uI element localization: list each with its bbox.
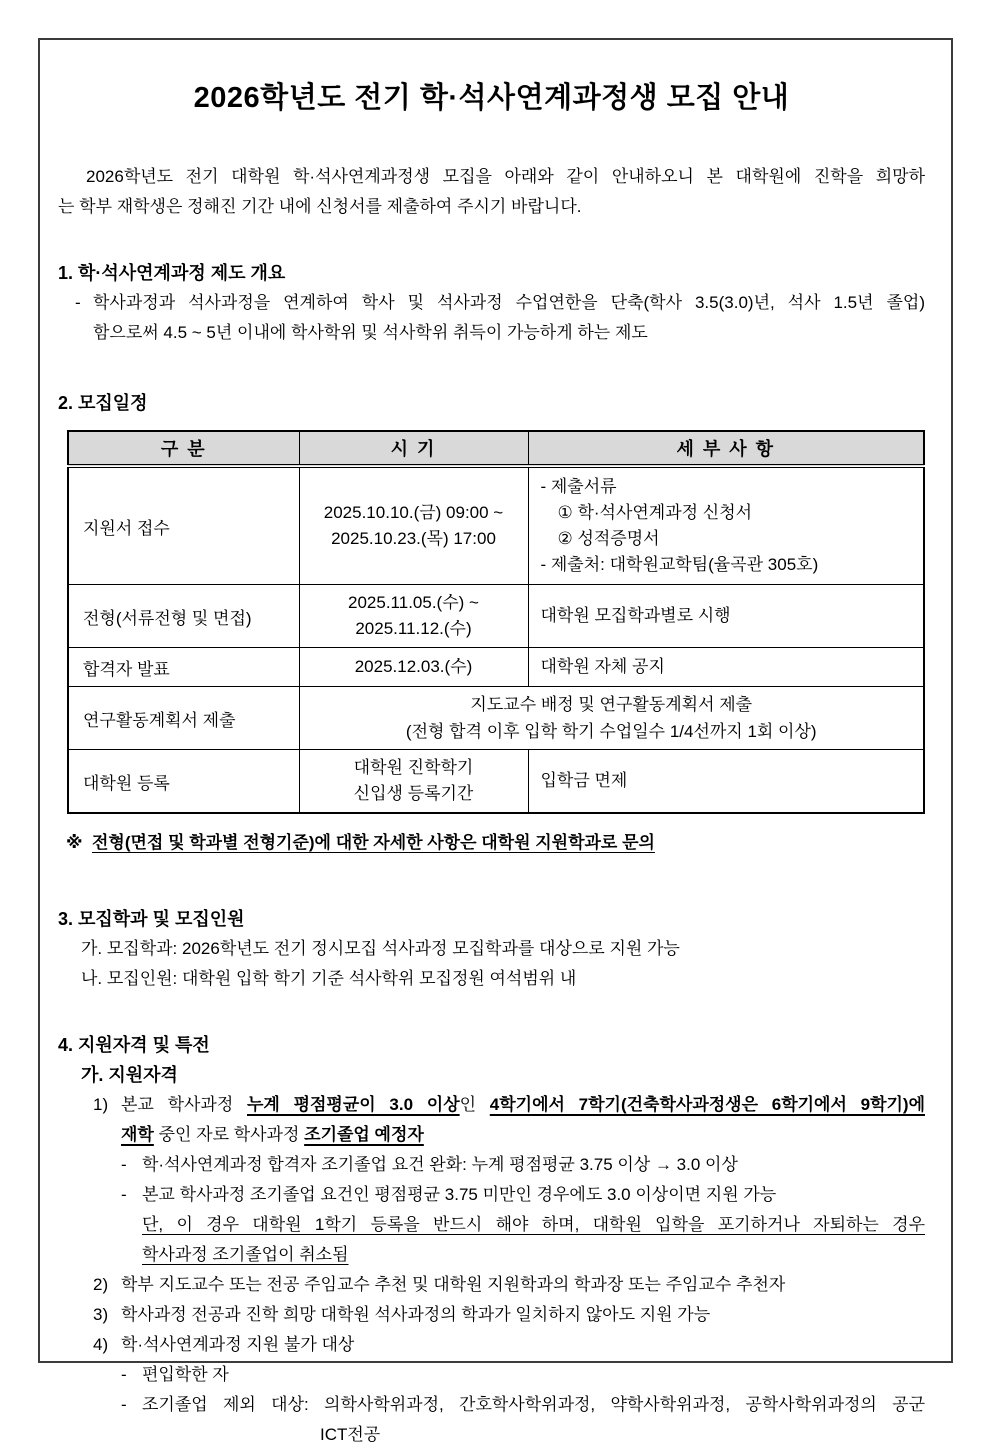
item-1-sub-2-note <box>142 1210 925 1270</box>
eligibility-item-4 <box>93 1330 925 1450</box>
sub-dash: - <box>121 1185 127 1204</box>
section-departments <box>58 904 925 994</box>
row5-period-2: 신입생 등록기간 <box>353 784 474 803</box>
header-category: 구 분 <box>68 431 299 466</box>
row5-detail: 입학금 면제 <box>528 750 924 814</box>
page-border <box>38 38 953 1444</box>
note-marker: ※ <box>66 833 83 852</box>
section-4-heading: 4. 지원자격 및 특전 <box>58 1035 210 1055</box>
item-1-sub-1 <box>121 1150 925 1180</box>
intro-line-2: 는 학부 재학생은 정해진 기간 내에 신청서를 제출하여 주시기 바랍니다. <box>58 197 582 216</box>
sub-1-text: 학·석사연계과정 합격자 조기졸업 요건 완화: 누계 평점평균 3.75 이상 → 3.0 이상 <box>142 1155 738 1174</box>
section-3-heading: 3. 모집학과 및 모집인원 <box>58 909 245 929</box>
overview-line-1: 학사과정과 석사과정을 연계하여 학사 및 석사과정 수업연한을 단축(학사 3.5(3.0)년, 석사 1.5년 졸업) <box>93 293 925 312</box>
row4-label: 연구활동계획서 제출 <box>68 687 299 750</box>
sub-2-note-line-2: 학사과정 조기졸업이 취소됨 <box>142 1245 349 1264</box>
row3-detail: 대학원 자체 공지 <box>528 648 924 687</box>
section-1-heading: 1. 학·석사연계과정 제도 개요 <box>58 263 286 283</box>
row4-merged-2: (전형 합격 이후 입학 학기 수업일수 1/4선까지 1회 이상) <box>405 722 817 741</box>
item-4-sub-2 <box>121 1390 925 1450</box>
row2-label: 전형(서류전형 및 면접) <box>68 585 299 648</box>
row-research-plan <box>68 687 924 750</box>
schedule-table <box>67 430 925 814</box>
row1-detail-2: ① 학·석사연계과정 신청서 <box>557 503 753 522</box>
document-content <box>40 40 951 1450</box>
sub-dash: - <box>121 1395 127 1414</box>
eligibility-sub-heading: 가. 지원자격 <box>81 1065 178 1085</box>
sub-2-note-line-1: 단, 이 경우 대학원 1학기 등록을 반드시 해야 하며, 대학원 입학을 포기하거나 자퇴하는 경우 <box>142 1215 925 1234</box>
row1-period-1: 2025.10.10.(금) 09:00 ~ <box>323 503 504 522</box>
overview-bullet <box>75 288 925 348</box>
row1-period-2: 2025.10.23.(목) 17:00 <box>331 529 496 548</box>
row1-detail-3: ② 성적증명서 <box>557 529 660 548</box>
section-overview <box>58 258 925 348</box>
eligibility-item-3 <box>93 1300 925 1330</box>
item-1-number: 1) <box>93 1095 109 1114</box>
row2-period-2: 2025.11.12.(수) <box>355 619 472 638</box>
item-4-number: 4) <box>93 1335 109 1354</box>
table-header-row <box>68 431 924 466</box>
departments-item-2: 나. 모집인원: 대학원 입학 학기 기준 석사학위 모집정원 여석범위 내 <box>81 969 577 988</box>
item-1-sub-2 <box>121 1180 925 1210</box>
row1-detail-4: - 제출처: 대학원교학팀(율곡관 305호) <box>540 555 819 574</box>
item-3-number: 3) <box>93 1305 109 1324</box>
header-period: 시 기 <box>299 431 528 466</box>
row3-period: 2025.12.03.(수) <box>299 648 528 687</box>
item-1-line-1: 본교 학사과정 누계 평점평균이 3.0 이상인 4학기에서 7학기(건축학사과정생은 6학기에서 9학기)에 <box>121 1095 925 1114</box>
document-title: 2026학년도 전기 학·석사연계과정생 모집 안내 <box>193 82 790 114</box>
eligibility-item-2 <box>93 1270 925 1300</box>
note-text: 전형(면접 및 학과별 전형기준)에 대한 자세한 사항은 대학원 지원학과로 문의 <box>92 833 655 852</box>
item-4-sub-2-line-1: 조기졸업 제외 대상: 의학사학위과정, 간호학사학위과정, 약학사학위과정, 공학사학위과정의 공군 <box>142 1395 925 1414</box>
overview-line-2: 함으로써 4.5 ~ 5년 이내에 학사학위 및 석사학위 취득이 가능하게 하는 제도 <box>93 323 648 342</box>
item-2-text: 학부 지도교수 또는 전공 주임교수 추천 및 대학원 지원학과의 학과장 또는 주임교수 추천자 <box>121 1275 786 1294</box>
row-screening <box>68 585 924 648</box>
item-4-text: 학·석사연계과정 지원 불가 대상 <box>121 1335 355 1354</box>
eligibility-item-1 <box>93 1090 925 1270</box>
row5-period-1: 대학원 진학학기 <box>353 758 474 777</box>
row-result-announcement <box>68 648 924 687</box>
departments-item-1: 가. 모집학과: 2026학년도 전기 정시모집 석사과정 모집학과를 대상으로 지원 가능 <box>81 939 680 958</box>
row5-label: 대학원 등록 <box>68 750 299 814</box>
row4-merged-1: 지도교수 배정 및 연구활동계획서 제출 <box>470 695 753 714</box>
intro-paragraph <box>58 162 925 222</box>
item-4-sub-2-line-2: ICT전공 <box>320 1425 381 1444</box>
item-3-text: 학사과정 전공과 진학 희망 대학원 석사과정의 학과가 일치하지 않아도 지원 가능 <box>121 1305 711 1324</box>
schedule-note <box>66 828 925 858</box>
section-schedule <box>58 388 925 858</box>
section-2-heading: 2. 모집일정 <box>58 393 148 413</box>
item-4-sub-1 <box>121 1360 925 1390</box>
item-1-line-2: 재학 중인 자로 학사과정 조기졸업 예정자 <box>121 1125 424 1144</box>
item-2-number: 2) <box>93 1275 109 1294</box>
section-eligibility <box>58 1030 925 1450</box>
row-graduate-registration <box>68 750 924 814</box>
sub-dash: - <box>121 1155 127 1174</box>
header-details: 세 부 사 항 <box>528 431 924 466</box>
row1-label: 지원서 접수 <box>68 466 299 585</box>
row-application-submission <box>68 466 924 585</box>
row2-detail: 대학원 모집학과별로 시행 <box>528 585 924 648</box>
row2-period-1: 2025.11.05.(수) ~ <box>348 593 479 612</box>
sub-2-text: 본교 학사과정 조기졸업 요건인 평점평균 3.75 미만인 경우에도 3.0 이상이면 지원 가능 <box>142 1185 777 1204</box>
row1-detail-1: - 제출서류 <box>540 477 617 496</box>
row3-label: 합격자 발표 <box>68 648 299 687</box>
item-4-sub-1-text: 편입학한 자 <box>142 1365 229 1384</box>
intro-line-1: 2026학년도 전기 대학원 학·석사연계과정생 모집을 아래와 같이 안내하오니 본 대학원에 진학을 희망하 <box>86 167 925 186</box>
bullet-dash: - <box>75 293 81 312</box>
sub-dash: - <box>121 1365 127 1384</box>
